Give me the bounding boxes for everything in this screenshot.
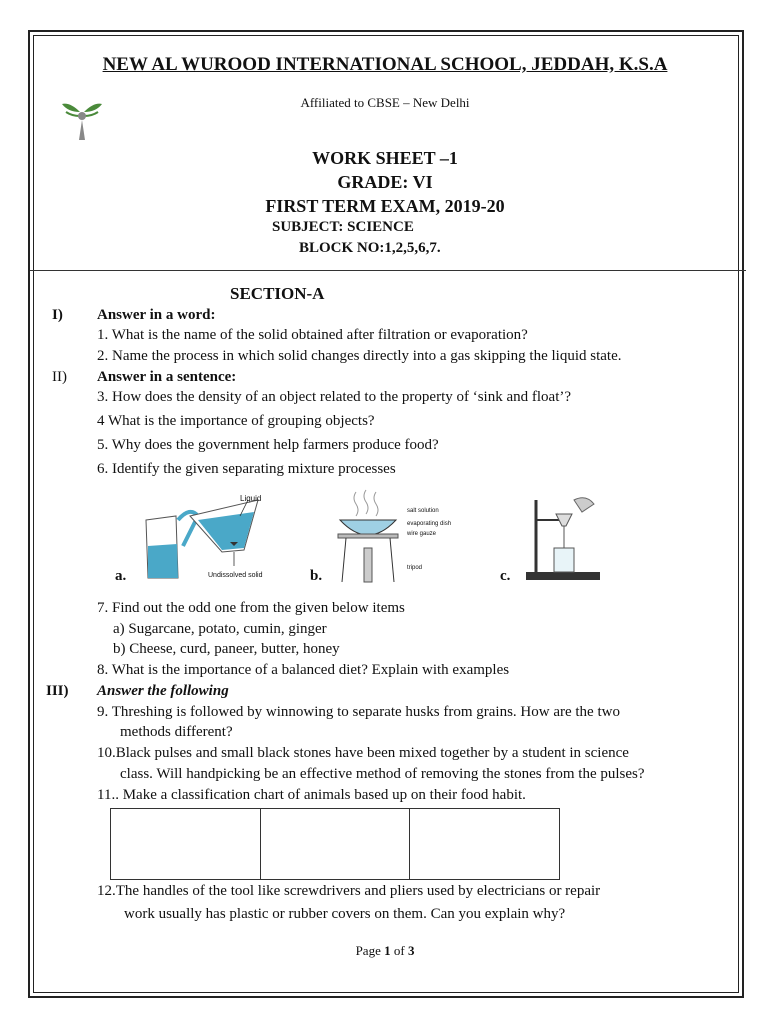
part-3-number: III) [46,683,69,699]
part-2-title: Answer in a sentence: [97,369,237,385]
exam-title: FIRST TERM EXAM, 2019-20 [265,196,505,216]
section-heading: SECTION-A [230,284,325,303]
question-7b: b) Cheese, curd, paneer, butter, honey [113,641,340,657]
school-name: NEW AL WUROOD INTERNATIONAL SCHOOL, JEDDAH, K.S.A [102,54,668,75]
question-4: 4 What is the importance of grouping objects? [97,413,375,429]
page-mid: of [390,943,408,958]
question-7a: a) Sugarcane, potato, cumin, ginger [113,621,327,637]
chart-cell-1[interactable] [111,809,261,879]
question-7: 7. Find out the odd one from the given below items [97,600,405,616]
page-number: 1 [384,943,391,958]
part-1-title: Answer in a word: [97,307,216,323]
chart-cell-2[interactable] [261,809,411,879]
question-6: 6. Identify the given separating mixture processes [97,461,396,477]
question-1: 1. What is the name of the solid obtained after filtration or evaporation? [97,327,528,343]
tripod-label: tripod [407,565,423,571]
chart-cell-3[interactable] [410,809,559,879]
page-total: 3 [407,943,415,958]
grade: GRADE: VI [337,172,433,192]
question-5: 5. Why does the government help farmers produce food? [97,437,439,453]
part-2-number: II) [52,369,67,385]
question-8: 8. What is the importance of a balanced diet? Explain with examples [97,662,510,678]
classification-chart [110,808,560,880]
question-12-line2: work usually has plastic or rubber covers on them. Can you explain why? [124,906,566,922]
liquid-label: Liquid [240,494,262,503]
part-1-number: I) [52,307,63,323]
question-10-line1: 10.Black pulses and small black stones have been mixed together by a student in science [97,745,629,761]
part-3-title: Answer the following [97,683,229,699]
question-2: 2. Name the process in which solid changes directly into a gas skipping the liquid state. [97,348,622,364]
subject: SUBJECT: SCIENCE [272,219,414,235]
wire-gauze-label: wire gauze [407,531,437,537]
affiliation: Affiliated to CBSE – New Delhi [300,95,470,110]
undissolved-label: Undissolved solid [208,572,263,579]
figure-b-label: b. [310,568,323,584]
question-3: 3. How does the density of an object related to the property of ‘sink and float’? [97,389,572,405]
decantation-figure [138,486,288,582]
filtration-figure [522,490,604,582]
evaporating-dish-label: evaporating dish [407,521,452,527]
question-10-line2: class. Will handpicking be an effective method of removing the stones from the pulses? [120,766,645,782]
divider [30,270,746,271]
block-no: BLOCK NO:1,2,5,6,7. [299,240,441,256]
evaporation-figure [328,488,408,584]
figure-c-label: c. [500,568,511,584]
page-footer [0,943,770,959]
question-9-line2: methods different? [120,724,233,740]
worksheet-title: WORK SHEET –1 [312,148,458,168]
figure-a-label: a. [115,568,127,584]
question-12-line1: 12.The handles of the tool like screwdrivers and pliers used by electricians or repair [97,883,601,899]
page-prefix: Page [355,943,385,958]
question-9-line1: 9. Threshing is followed by winnowing to separate husks from grains. How are the two [97,704,620,720]
question-11: 11.. Make a classification chart of animals based up on their food habit. [97,787,526,803]
salt-solution-label: salt solution [407,508,439,514]
